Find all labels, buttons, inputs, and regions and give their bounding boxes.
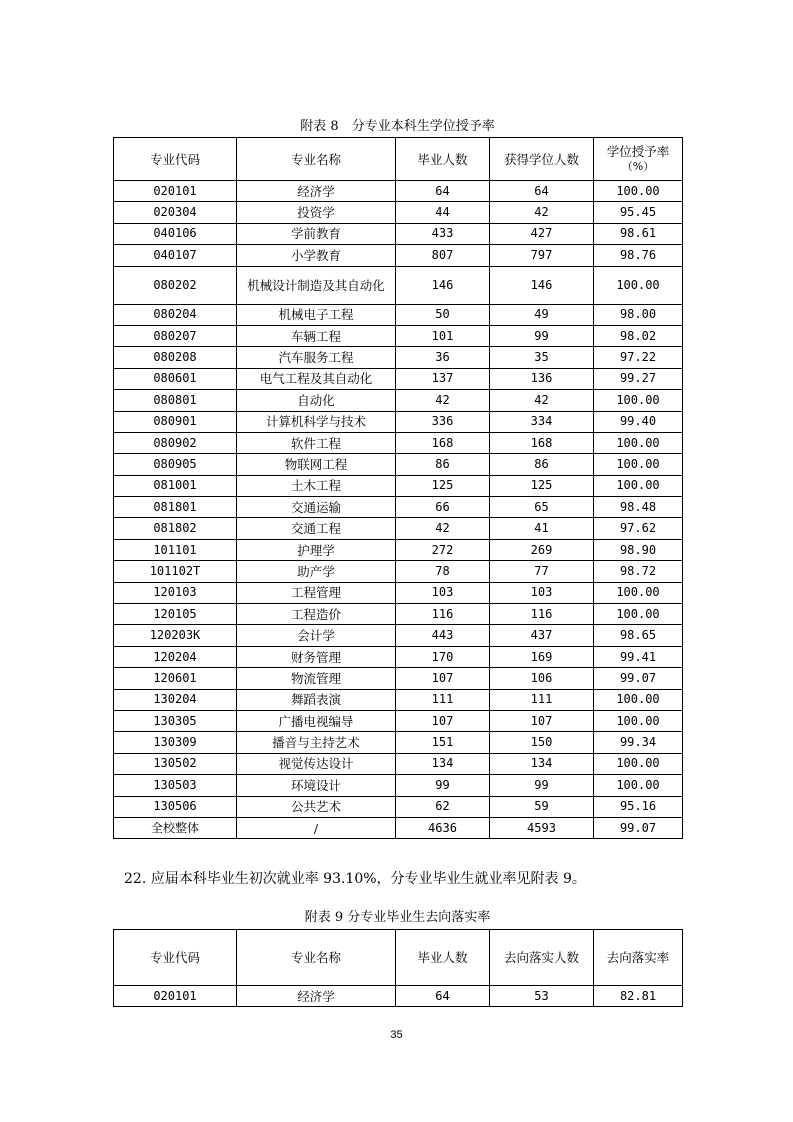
cell-degrees-awarded: 64 xyxy=(490,181,594,202)
table-row xyxy=(114,411,683,432)
table-row xyxy=(114,304,683,325)
cell-major-name: 物联网工程 xyxy=(237,454,396,475)
cell-degree-rate: 98.00 xyxy=(594,304,683,325)
cell-major-code: 020101 xyxy=(114,181,237,202)
header-major-name: 专业名称 xyxy=(237,930,396,986)
cell-graduates: 170 xyxy=(396,646,490,667)
cell-major-code: 120203K xyxy=(114,625,237,646)
cell-degrees-awarded: 427 xyxy=(490,223,594,244)
cell-major-name: 软件工程 xyxy=(237,432,396,453)
table-row xyxy=(114,732,683,753)
table-9-caption: 附表 9 分专业毕业生去向落实率 xyxy=(304,910,491,925)
cell-major-code: 101102T xyxy=(114,561,237,582)
cell-graduates: 42 xyxy=(396,390,490,411)
table-8-caption: 附表 8 分专业本科生学位授予率 xyxy=(300,119,495,134)
cell-major-code: 080202 xyxy=(114,266,237,304)
cell-major-name: 小学教育 xyxy=(237,245,396,266)
table-row xyxy=(114,245,683,266)
cell-degree-rate: 97.62 xyxy=(594,518,683,539)
cell-major-name: 公共艺术 xyxy=(237,796,396,817)
cell-graduates: 116 xyxy=(396,604,490,625)
employment-rate-table xyxy=(113,929,683,1007)
cell-placed-count: 53 xyxy=(490,986,594,1007)
cell-degree-rate: 100.00 xyxy=(594,582,683,603)
cell-major-name: / xyxy=(237,817,396,838)
table-row xyxy=(114,368,683,389)
cell-major-name: 机械电子工程 xyxy=(237,304,396,325)
cell-graduates: 78 xyxy=(396,561,490,582)
cell-major-code: 020101 xyxy=(114,986,237,1007)
cell-graduates: 86 xyxy=(396,454,490,475)
cell-degrees-awarded: 334 xyxy=(490,411,594,432)
table-row xyxy=(114,625,683,646)
cell-major-name: 助产学 xyxy=(237,561,396,582)
cell-major-name: 财务管理 xyxy=(237,646,396,667)
table-row xyxy=(114,689,683,710)
cell-degree-rate: 99.40 xyxy=(594,411,683,432)
cell-major-name: 环境设计 xyxy=(237,775,396,796)
cell-degree-rate: 100.00 xyxy=(594,753,683,774)
cell-degrees-awarded: 35 xyxy=(490,347,594,368)
cell-degrees-awarded: 42 xyxy=(490,202,594,223)
cell-major-name: 计算机科学与技术 xyxy=(237,411,396,432)
table-row xyxy=(114,518,683,539)
cell-degree-rate: 100.00 xyxy=(594,475,683,496)
cell-degree-rate: 99.27 xyxy=(594,368,683,389)
cell-major-code: 081001 xyxy=(114,475,237,496)
cell-graduates: 134 xyxy=(396,753,490,774)
cell-degrees-awarded: 77 xyxy=(490,561,594,582)
cell-graduates: 107 xyxy=(396,710,490,731)
cell-degrees-awarded: 116 xyxy=(490,604,594,625)
cell-degrees-awarded: 41 xyxy=(490,518,594,539)
cell-major-code: 120105 xyxy=(114,604,237,625)
cell-graduates: 807 xyxy=(396,245,490,266)
cell-major-name: 自动化 xyxy=(237,390,396,411)
cell-graduates: 125 xyxy=(396,475,490,496)
cell-degree-rate: 100.00 xyxy=(594,432,683,453)
cell-major-name: 机械设计制造及其自动化 xyxy=(237,266,396,304)
table-header-row xyxy=(114,930,683,986)
cell-degree-rate: 99.41 xyxy=(594,646,683,667)
table-row xyxy=(114,475,683,496)
table-row xyxy=(114,561,683,582)
cell-degrees-awarded: 103 xyxy=(490,582,594,603)
cell-graduates: 4636 xyxy=(396,817,490,838)
cell-major-code: 080204 xyxy=(114,304,237,325)
cell-graduates: 44 xyxy=(396,202,490,223)
cell-major-code: 080601 xyxy=(114,368,237,389)
cell-graduates: 62 xyxy=(396,796,490,817)
cell-graduates: 107 xyxy=(396,668,490,689)
cell-major-name: 广播电视编导 xyxy=(237,710,396,731)
cell-major-code: 080905 xyxy=(114,454,237,475)
cell-major-name: 工程管理 xyxy=(237,582,396,603)
cell-degree-rate: 98.76 xyxy=(594,245,683,266)
cell-degrees-awarded: 99 xyxy=(490,775,594,796)
cell-degree-rate: 99.07 xyxy=(594,817,683,838)
degree-rate-table xyxy=(113,137,683,839)
table-row xyxy=(114,604,683,625)
cell-graduates: 151 xyxy=(396,732,490,753)
cell-degrees-awarded: 86 xyxy=(490,454,594,475)
header-placement-rate: 去向落实率 xyxy=(594,930,683,986)
table-row xyxy=(114,432,683,453)
cell-graduates: 272 xyxy=(396,539,490,560)
employment-rate-paragraph: 22. 应届本科毕业生初次就业率 93.10%，分专业毕业生就业率见附表 9。 xyxy=(124,871,586,887)
header-degree-rate xyxy=(594,138,683,181)
cell-major-name: 电气工程及其自动化 xyxy=(237,368,396,389)
cell-major-code: 120103 xyxy=(114,582,237,603)
cell-degrees-awarded: 106 xyxy=(490,668,594,689)
cell-major-code: 080208 xyxy=(114,347,237,368)
cell-major-code: 081802 xyxy=(114,518,237,539)
header-degrees-awarded: 获得学位人数 xyxy=(490,138,594,181)
cell-degree-rate: 100.00 xyxy=(594,454,683,475)
cell-degree-rate: 100.00 xyxy=(594,390,683,411)
cell-degrees-awarded: 4593 xyxy=(490,817,594,838)
cell-graduates: 433 xyxy=(396,223,490,244)
table-row xyxy=(114,775,683,796)
cell-major-code: 080902 xyxy=(114,432,237,453)
table-row xyxy=(114,986,683,1007)
cell-major-name: 土木工程 xyxy=(237,475,396,496)
cell-degree-rate: 100.00 xyxy=(594,604,683,625)
cell-major-name: 经济学 xyxy=(237,181,396,202)
cell-degree-rate: 100.00 xyxy=(594,181,683,202)
header-major-name: 专业名称 xyxy=(237,138,396,181)
table-row xyxy=(114,266,683,304)
cell-placement-rate: 82.81 xyxy=(594,986,683,1007)
cell-degrees-awarded: 59 xyxy=(490,796,594,817)
cell-degree-rate: 98.48 xyxy=(594,497,683,518)
header-degree-rate-unit: （%） xyxy=(621,160,655,173)
header-degree-rate-label: 学位授予率 xyxy=(606,144,670,159)
cell-degrees-awarded: 150 xyxy=(490,732,594,753)
cell-major-name: 舞蹈表演 xyxy=(237,689,396,710)
cell-graduates: 66 xyxy=(396,497,490,518)
cell-degree-rate: 98.65 xyxy=(594,625,683,646)
cell-major-name: 经济学 xyxy=(237,986,396,1007)
cell-major-code: 130506 xyxy=(114,796,237,817)
cell-degrees-awarded: 125 xyxy=(490,475,594,496)
cell-major-code: 040106 xyxy=(114,223,237,244)
cell-major-code: 020304 xyxy=(114,202,237,223)
cell-degree-rate: 100.00 xyxy=(594,266,683,304)
cell-major-code: 081801 xyxy=(114,497,237,518)
cell-major-name: 交通运输 xyxy=(237,497,396,518)
header-major-code: 专业代码 xyxy=(114,138,237,181)
cell-major-code: 080901 xyxy=(114,411,237,432)
cell-degree-rate: 100.00 xyxy=(594,689,683,710)
table-row xyxy=(114,181,683,202)
cell-degree-rate: 99.07 xyxy=(594,668,683,689)
cell-major-name: 学前教育 xyxy=(237,223,396,244)
cell-major-name: 工程造价 xyxy=(237,604,396,625)
cell-degrees-awarded: 168 xyxy=(490,432,594,453)
cell-graduates: 64 xyxy=(396,986,490,1007)
table-row xyxy=(114,753,683,774)
cell-major-code: 130503 xyxy=(114,775,237,796)
cell-degree-rate: 99.34 xyxy=(594,732,683,753)
cell-degrees-awarded: 269 xyxy=(490,539,594,560)
cell-graduates: 36 xyxy=(396,347,490,368)
cell-degrees-awarded: 42 xyxy=(490,390,594,411)
cell-graduates: 443 xyxy=(396,625,490,646)
table-row xyxy=(114,539,683,560)
cell-major-name: 物流管理 xyxy=(237,668,396,689)
table-row xyxy=(114,223,683,244)
cell-degrees-awarded: 99 xyxy=(490,325,594,346)
cell-degree-rate: 98.02 xyxy=(594,325,683,346)
cell-graduates: 168 xyxy=(396,432,490,453)
cell-major-code: 120601 xyxy=(114,668,237,689)
cell-degrees-awarded: 136 xyxy=(490,368,594,389)
cell-major-code: 080801 xyxy=(114,390,237,411)
cell-major-code: 130204 xyxy=(114,689,237,710)
cell-degrees-awarded: 49 xyxy=(490,304,594,325)
cell-major-name: 投资学 xyxy=(237,202,396,223)
cell-major-code: 040107 xyxy=(114,245,237,266)
cell-major-name: 播音与主持艺术 xyxy=(237,732,396,753)
cell-degree-rate: 98.61 xyxy=(594,223,683,244)
cell-graduates: 64 xyxy=(396,181,490,202)
cell-major-code: 全校整体 xyxy=(114,817,237,838)
table-row xyxy=(114,796,683,817)
cell-degree-rate: 95.16 xyxy=(594,796,683,817)
cell-degrees-awarded: 437 xyxy=(490,625,594,646)
cell-degrees-awarded: 169 xyxy=(490,646,594,667)
cell-major-code: 130305 xyxy=(114,710,237,731)
cell-graduates: 50 xyxy=(396,304,490,325)
cell-major-name: 护理学 xyxy=(237,539,396,560)
cell-degrees-awarded: 65 xyxy=(490,497,594,518)
cell-graduates: 146 xyxy=(396,266,490,304)
table-row xyxy=(114,817,683,838)
header-graduates: 毕业人数 xyxy=(396,138,490,181)
table-row xyxy=(114,582,683,603)
cell-degree-rate: 100.00 xyxy=(594,775,683,796)
header-major-code: 专业代码 xyxy=(114,930,237,986)
cell-degree-rate: 98.90 xyxy=(594,539,683,560)
cell-major-code: 120204 xyxy=(114,646,237,667)
cell-major-code: 130502 xyxy=(114,753,237,774)
cell-major-code: 101101 xyxy=(114,539,237,560)
cell-degrees-awarded: 797 xyxy=(490,245,594,266)
cell-degrees-awarded: 134 xyxy=(490,753,594,774)
table-row xyxy=(114,454,683,475)
cell-major-code: 080207 xyxy=(114,325,237,346)
table-header-row xyxy=(114,138,683,181)
cell-degrees-awarded: 146 xyxy=(490,266,594,304)
cell-degree-rate: 100.00 xyxy=(594,710,683,731)
table-row xyxy=(114,710,683,731)
cell-degree-rate: 98.72 xyxy=(594,561,683,582)
cell-graduates: 42 xyxy=(396,518,490,539)
cell-graduates: 101 xyxy=(396,325,490,346)
cell-degrees-awarded: 107 xyxy=(490,710,594,731)
table-row xyxy=(114,325,683,346)
cell-major-name: 会计学 xyxy=(237,625,396,646)
cell-graduates: 111 xyxy=(396,689,490,710)
cell-major-code: 130309 xyxy=(114,732,237,753)
table-row xyxy=(114,668,683,689)
table-row xyxy=(114,202,683,223)
cell-major-name: 车辆工程 xyxy=(237,325,396,346)
table-row xyxy=(114,390,683,411)
table-row xyxy=(114,497,683,518)
cell-graduates: 103 xyxy=(396,582,490,603)
cell-degree-rate: 95.45 xyxy=(594,202,683,223)
page-number: 35 xyxy=(390,1029,403,1041)
header-placed-count: 去向落实人数 xyxy=(490,930,594,986)
cell-graduates: 336 xyxy=(396,411,490,432)
cell-major-name: 交通工程 xyxy=(237,518,396,539)
cell-graduates: 137 xyxy=(396,368,490,389)
cell-major-name: 视觉传达设计 xyxy=(237,753,396,774)
table-row xyxy=(114,646,683,667)
cell-major-name: 汽车服务工程 xyxy=(237,347,396,368)
table-row xyxy=(114,347,683,368)
cell-degree-rate: 97.22 xyxy=(594,347,683,368)
cell-graduates: 99 xyxy=(396,775,490,796)
cell-degrees-awarded: 111 xyxy=(490,689,594,710)
header-graduates: 毕业人数 xyxy=(396,930,490,986)
